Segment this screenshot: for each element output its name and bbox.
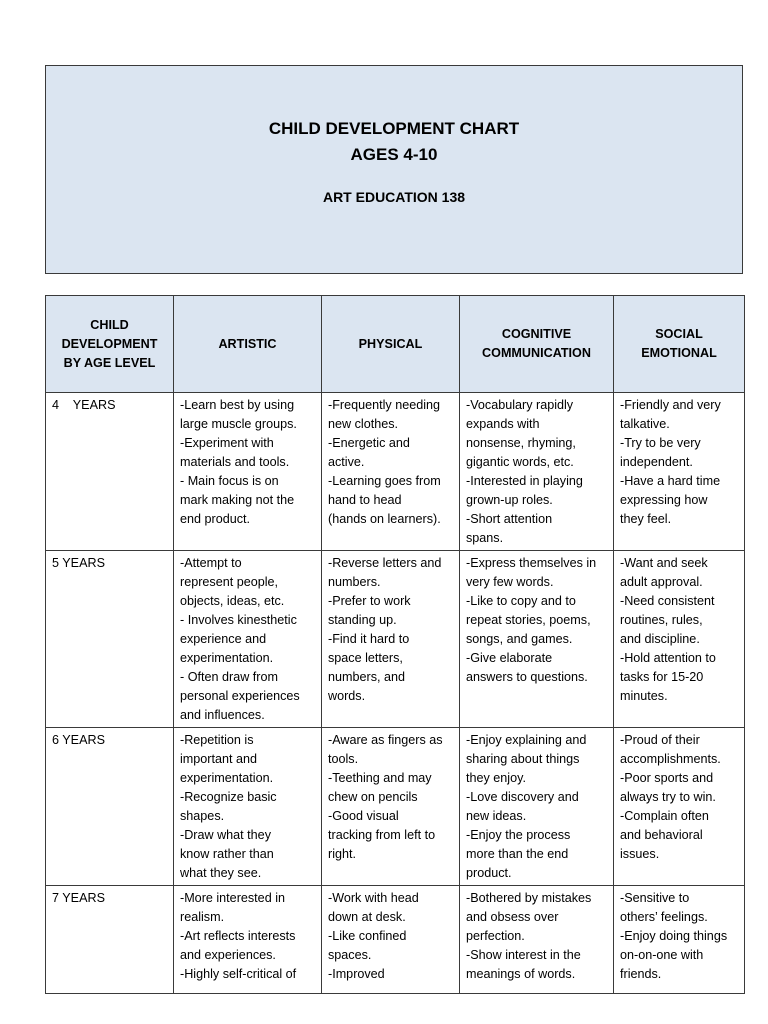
column-header-artistic: ARTISTIC [174,296,322,393]
physical-text-line: -Teething and may [328,771,432,785]
artistic-text-line: -Experiment with [180,436,274,450]
column-header-physical: PHYSICAL [322,296,460,393]
artistic-text-line: shapes. [180,809,225,823]
age-level-label: 4 YEARS [52,398,116,412]
cognitive-text-line: -Like to copy and to [466,594,576,608]
artistic-text-line: large muscle groups. [180,417,297,431]
physical-text-line: tools. [328,752,359,766]
physical-text-line: numbers. [328,575,381,589]
artistic-text-line: -Recognize basic [180,790,277,804]
cognitive-text-line: -Enjoy the process [466,828,571,842]
artistic-text-line: experimentation. [180,651,274,665]
cognitive-text-line: product. [466,866,512,880]
cognitive-text-line: new ideas. [466,809,527,823]
social-text-line: -Need consistent [620,594,715,608]
cognitive-text-line: -Vocabulary rapidly [466,398,574,412]
social-text-line: -Hold attention to [620,651,716,665]
cognitive-text-line: very few words. [466,575,554,589]
table-row [46,886,745,994]
age-level-label: 7 YEARS [52,891,105,905]
physical-text-line: -Frequently needing [328,398,441,412]
artistic-text-line: and influences. [180,708,265,722]
artistic-text-line: important and [180,752,258,766]
development-table [45,295,745,994]
cognitive-text-line: answers to questions. [466,670,588,684]
cognitive-cell [460,393,614,551]
artistic-text-line: realism. [180,910,225,924]
physical-text-line: words. [328,689,366,703]
physical-text-line: -Improved [328,967,385,981]
cognitive-text-line: -Bothered by mistakes [466,891,592,905]
artistic-text-line: mark making not the [180,493,295,507]
cognitive-text-line: -Enjoy explaining and [466,733,587,747]
cognitive-text-line: spans. [466,531,504,545]
social-text-line: always try to win. [620,790,716,804]
age-level-cell [46,551,174,728]
artistic-text-line: - Main focus is on [180,474,279,488]
artistic-text-line: -Art reflects interests [180,929,296,943]
age-level-label: 6 YEARS [52,733,105,747]
physical-text-line: numbers, and [328,670,406,684]
age-level-cell [46,728,174,886]
column-header-age-level: CHILD DEVELOPMENT BY AGE LEVEL [46,296,174,393]
artistic-text-line: -More interested in [180,891,285,905]
physical-text-line: new clothes. [328,417,399,431]
social-text-line: routines, rules, [620,613,703,627]
physical-text-line: -Aware as fingers as [328,733,443,747]
social-text-line: friends. [620,967,662,981]
social-text-line: -Friendly and very [620,398,721,412]
artistic-text-line: - Involves kinesthetic [180,613,297,627]
table-header-row [46,296,745,393]
cognitive-cell [460,728,614,886]
cognitive-text-line: meanings of words. [466,967,576,981]
cognitive-text-line: sharing about things [466,752,580,766]
artistic-text-line: -Draw what they [180,828,271,842]
artistic-text-line: know rather than [180,847,274,861]
social-cell [614,886,745,994]
physical-cell [322,393,460,551]
artistic-text-line: what they see. [180,866,262,880]
cognitive-cell [460,886,614,994]
physical-text-line: space letters, [328,651,403,665]
social-text-line: issues. [620,847,660,861]
title-box [45,65,743,274]
column-header-social-emotional: SOCIAL EMOTIONAL [614,296,745,393]
social-cell [614,728,745,886]
artistic-cell [174,886,322,994]
social-text-line: talkative. [620,417,670,431]
table-row [46,551,745,728]
age-level-cell [46,393,174,551]
physical-text-line: -Good visual [328,809,399,823]
artistic-text-line: materials and tools. [180,455,290,469]
cognitive-text-line: -Show interest in the [466,948,581,962]
physical-cell [322,551,460,728]
cognitive-cell [460,551,614,728]
cognitive-text-line: more than the end [466,847,569,861]
physical-text-line: right. [328,847,356,861]
artistic-text-line: represent people, [180,575,279,589]
artistic-text-line: -Learn best by using [180,398,295,412]
cognitive-text-line: and obsess over [466,910,559,924]
social-text-line: tasks for 15-20 [620,670,704,684]
physical-text-line: -Energetic and [328,436,410,450]
cognitive-text-line: they enjoy. [466,771,526,785]
physical-text-line: -Work with head [328,891,419,905]
artistic-text-line: - Often draw from [180,670,278,684]
social-text-line: they feel. [620,512,672,526]
artistic-text-line: experimentation. [180,771,274,785]
artistic-text-line: -Repetition is [180,733,254,747]
artistic-text-line: end product. [180,512,251,526]
artistic-text-line: -Attempt to [180,556,242,570]
physical-text-line: -Prefer to work [328,594,411,608]
physical-text-line: -Learning goes from [328,474,441,488]
social-text-line: expressing how [620,493,708,507]
social-text-line: minutes. [620,689,668,703]
age-level-cell [46,886,174,994]
cognitive-text-line: expands with [466,417,540,431]
social-cell [614,551,745,728]
social-text-line: -Complain often [620,809,709,823]
cognitive-text-line: nonsense, rhyming, [466,436,576,450]
social-text-line: -Enjoy doing things [620,929,728,943]
artistic-cell [174,728,322,886]
artistic-text-line: experience and [180,632,267,646]
physical-text-line: (hands on learners). [328,512,441,526]
cognitive-text-line: songs, and games. [466,632,573,646]
physical-text-line: -Like confined [328,929,407,943]
social-text-line: independent. [620,455,693,469]
social-text-line: adult approval. [620,575,703,589]
physical-cell [322,728,460,886]
social-text-line: -Sensitive to [620,891,690,905]
cognitive-text-line: -Love discovery and [466,790,579,804]
table-row [46,393,745,551]
cognitive-text-line: gigantic words, etc. [466,455,574,469]
physical-text-line: standing up. [328,613,397,627]
social-cell [614,393,745,551]
artistic-text-line: -Highly self-critical of [180,967,297,981]
physical-text-line: tracking from left to [328,828,436,842]
physical-cell [322,886,460,994]
column-header-cognitive-communication: COGNITIVE COMMUNICATION [460,296,614,393]
social-text-line: -Want and seek [620,556,708,570]
physical-text-line: -Reverse letters and [328,556,442,570]
cognitive-text-line: -Interested in playing [466,474,583,488]
physical-text-line: active. [328,455,365,469]
cognitive-text-line: repeat stories, poems, [466,613,591,627]
table-row [46,728,745,886]
physical-text-line: chew on pencils [328,790,418,804]
cognitive-text-line: perfection. [466,929,525,943]
cognitive-text-line: -Short attention [466,512,553,526]
social-text-line: -Try to be very [620,436,701,450]
physical-text-line: -Find it hard to [328,632,410,646]
social-text-line: -Proud of their [620,733,700,747]
social-text-line: accomplishments. [620,752,721,766]
social-text-line: on-on-one with [620,948,704,962]
social-text-line: and discipline. [620,632,700,646]
chart-title: CHILD DEVELOPMENT CHART [268,119,520,138]
artistic-text-line: personal experiences [180,689,300,703]
artistic-cell [174,393,322,551]
cognitive-text-line: -Express themselves in [466,556,597,570]
course-subtitle: ART EDUCATION 138 [322,189,466,205]
social-text-line: -Have a hard time [620,474,721,488]
cognitive-text-line: grown-up roles. [466,493,553,507]
artistic-text-line: objects, ideas, etc. [180,594,285,608]
cognitive-text-line: -Give elaborate [466,651,553,665]
artistic-cell [174,551,322,728]
physical-text-line: hand to head [328,493,402,507]
age-level-label: 5 YEARS [52,556,105,570]
artistic-text-line: and experiences. [180,948,276,962]
physical-text-line: down at desk. [328,910,406,924]
age-range-title: AGES 4-10 [350,145,438,164]
social-text-line: -Poor sports and [620,771,714,785]
social-text-line: others’ feelings. [620,910,708,924]
social-text-line: and behavioral [620,828,703,842]
physical-text-line: spaces. [328,948,372,962]
